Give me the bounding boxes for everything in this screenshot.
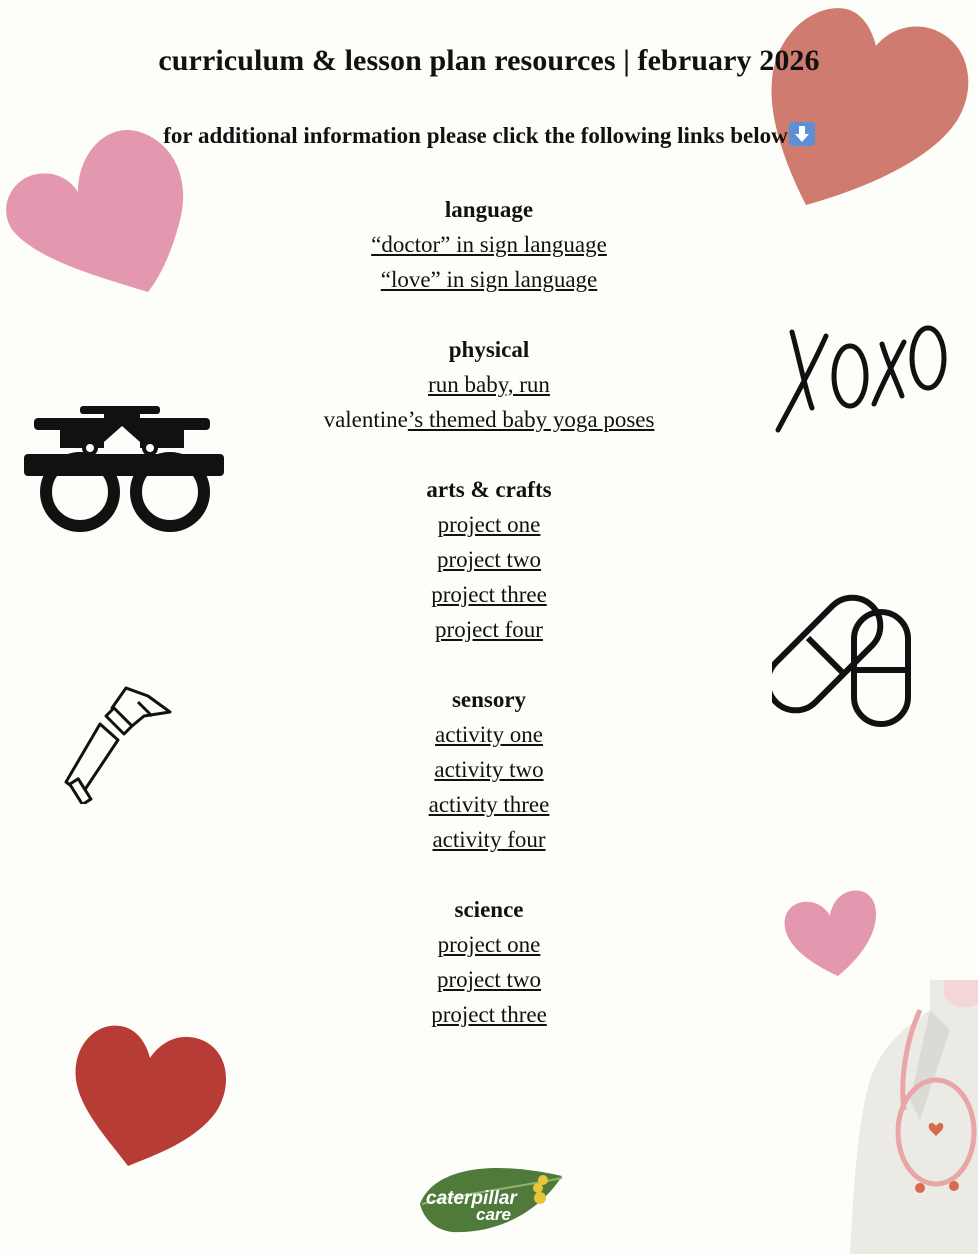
link-science-project-one[interactable]: project one xyxy=(437,932,541,957)
link-sensory-activity-two[interactable]: activity two xyxy=(434,757,544,782)
section-heading: arts & crafts xyxy=(426,477,552,502)
link-arts-project-three[interactable]: project three xyxy=(431,582,547,607)
link-sensory-activity-three[interactable]: activity three xyxy=(428,792,550,817)
section-heading: physical xyxy=(448,337,530,362)
link-arts-project-one[interactable]: project one xyxy=(437,512,541,537)
section-heading: language xyxy=(444,197,534,222)
link-love-sign-language[interactable]: “love” in sign language xyxy=(380,267,598,292)
yoga-prefix-text: valentine xyxy=(323,407,408,432)
page-subtitle xyxy=(0,122,978,149)
heart-icon xyxy=(760,0,978,210)
page-title: curriculum & lesson plan resources | february 2026 xyxy=(158,44,820,77)
yoga-line xyxy=(0,402,978,437)
section-science xyxy=(0,892,978,1032)
link-sensory-activity-one[interactable]: activity one xyxy=(435,722,543,747)
link-run-baby-run[interactable]: run baby, run xyxy=(428,372,550,397)
section-heading: science xyxy=(454,897,524,922)
section-heading: sensory xyxy=(451,687,527,712)
subtitle-text: for additional information please click the following links below xyxy=(163,123,788,148)
section-arts-crafts xyxy=(0,472,978,647)
link-arts-project-four[interactable]: project four xyxy=(435,617,543,642)
resource-list xyxy=(0,192,978,1067)
link-baby-yoga-poses[interactable]: ’s themed baby yoga poses xyxy=(407,407,655,432)
section-language xyxy=(0,192,978,297)
section-sensory xyxy=(0,682,978,857)
section-physical xyxy=(0,332,978,437)
link-science-project-three[interactable]: project three xyxy=(431,1002,547,1027)
logo-text-caterpillar: caterpillar xyxy=(426,1188,517,1209)
logo-text-care: care xyxy=(476,1205,511,1224)
down-arrow-icon xyxy=(789,122,815,146)
link-sensory-activity-four[interactable]: activity four xyxy=(432,827,546,852)
link-arts-project-two[interactable]: project two xyxy=(436,547,542,572)
link-doctor-sign-language[interactable]: “doctor” in sign language xyxy=(371,232,607,257)
link-science-project-two[interactable]: project two xyxy=(436,967,542,992)
caterpillar-care-logo xyxy=(412,1158,572,1238)
